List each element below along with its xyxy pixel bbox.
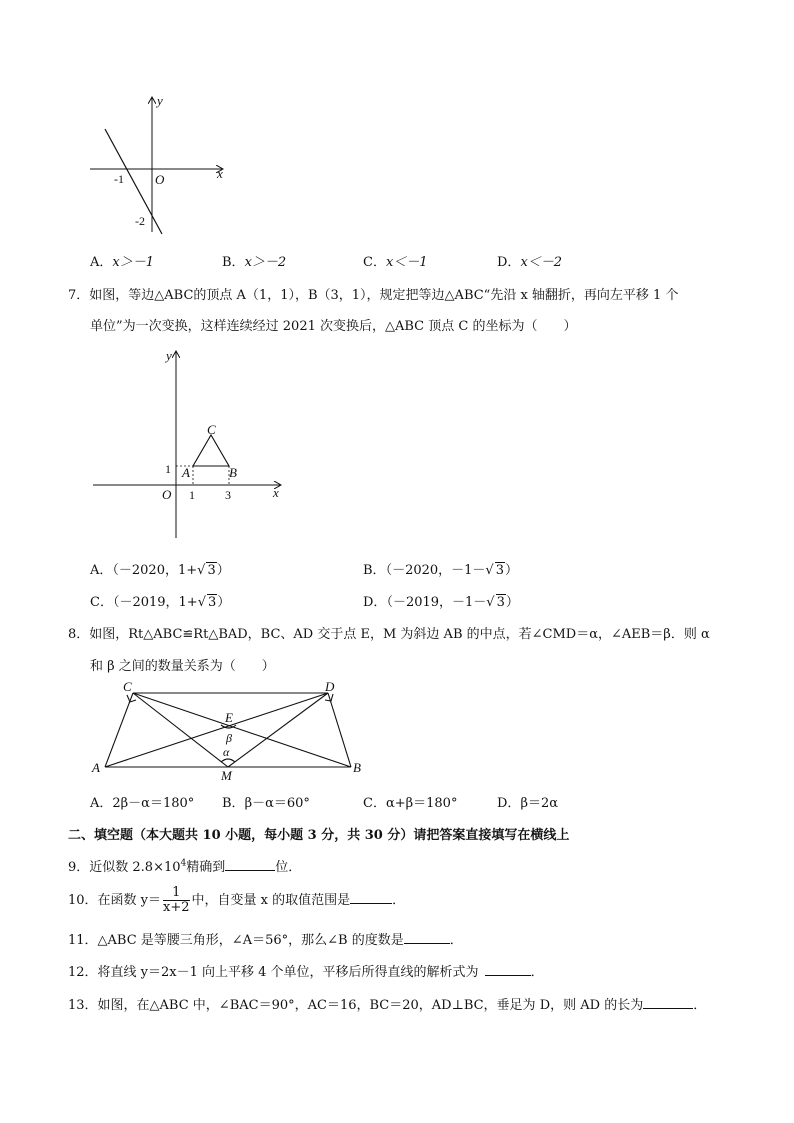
q8-stem-line2: 和 β 之间的数量关系为（ ） xyxy=(90,659,275,674)
q7-figure xyxy=(90,346,290,542)
q7-option-b[interactable]: B．（－2020，－1－√ 3） xyxy=(363,563,519,578)
q8-option-a[interactable]: A．2β－α＝180° xyxy=(90,796,195,811)
y-axis-label: y xyxy=(157,93,163,108)
q6-option-c[interactable]: C．x＜－1 xyxy=(363,255,428,270)
q7-option-a[interactable]: A．（－2020，1+√ 3） xyxy=(90,563,230,578)
x-intercept-label: -1 xyxy=(114,172,124,186)
q13: 13．如图，在△ABC 中，∠BAC＝90°，AC＝16，BC＝20，AD⊥BC，垂足为 D，则 AD 的长为 ． xyxy=(68,998,707,1013)
q8-figure xyxy=(88,676,373,786)
tick-1: 1 xyxy=(189,488,195,502)
point-e-label: E xyxy=(225,710,233,725)
origin-label: O xyxy=(162,487,172,502)
q8-option-b[interactable]: B．β－α＝60° xyxy=(222,796,310,811)
tick-3: 3 xyxy=(225,488,231,502)
q8-option-c[interactable]: C．α+β＝180° xyxy=(363,796,458,811)
q11-answer-blank[interactable] xyxy=(404,932,450,944)
q13-answer-blank[interactable] xyxy=(643,997,693,1009)
point-b-label: B xyxy=(353,760,361,775)
q6-option-a[interactable]: A．x＞－1 xyxy=(90,255,154,270)
q6-figure xyxy=(85,92,235,240)
q7-stem-line1: 7．如图，等边△ABC的顶点 A（1，1），B（3，1），规定把等边△ABC“先沿 x 轴翻折，再向左平移 1 个 xyxy=(68,288,679,303)
y-intercept-label: -2 xyxy=(135,214,145,228)
y-axis-label: y xyxy=(166,348,172,363)
q7-stem-line2: 单位”为一次变换，这样连续经过 2021 次变换后，△ABC 顶点 C 的坐标为（ ） xyxy=(90,319,577,334)
point-c-label: C xyxy=(207,422,216,437)
q9: 9．近似数 $2.8\times 10^4$精确到 位． xyxy=(68,858,302,875)
q12: 12．将直线 y＝2x－1 向上平移 4 个单位，平移后所得直线的解析式为 ． xyxy=(68,965,544,980)
point-m-label: M xyxy=(221,768,232,783)
origin-label: O xyxy=(155,172,165,187)
q9-answer-blank[interactable] xyxy=(225,859,275,871)
beta-label: β xyxy=(226,731,232,745)
alpha-label: α xyxy=(223,745,230,759)
q6-option-d[interactable]: D．x＜－2 xyxy=(497,255,563,270)
q7-option-c[interactable]: C．（－2019，1+√ 3） xyxy=(90,595,231,610)
point-b-label: B xyxy=(229,465,237,480)
triangle-abc xyxy=(193,435,229,466)
section-2-heading: 二、填空题（本大题共 10 小题，每小题 3 分，共 30 分）请把答案直接填写在横线上 xyxy=(68,828,570,843)
q10: 10．在函数 y＝ $\frac{1}{x+2}$ 中，自变量 x 的取值范围是 ． xyxy=(68,885,406,915)
q10-answer-blank[interactable] xyxy=(350,892,392,904)
point-a-label: A xyxy=(92,760,100,775)
point-d-label: D xyxy=(325,679,335,694)
q8-stem-line1: 8．如图，Rt△ABC≌Rt△BAD，BC、AD 交于点 E，M 为斜边 AB 的中点，若∠CMD＝α，∠AEB＝β．则 α xyxy=(68,627,710,642)
q8-option-d[interactable]: D．β＝2α xyxy=(497,796,559,811)
q11: 11．△ABC 是等腰三角形，∠A＝56°，那么∠B 的度数是 ． xyxy=(68,933,463,948)
point-c-label: C xyxy=(123,679,132,694)
q12-answer-blank[interactable] xyxy=(485,964,531,976)
y-tick-1: 1 xyxy=(165,462,171,476)
q7-option-d[interactable]: D．（－2019，－1－√ 3） xyxy=(363,595,519,610)
x-axis-label: x xyxy=(273,485,279,500)
x-axis-label: x xyxy=(217,166,223,181)
q6-option-b[interactable]: B．x＞－2 xyxy=(222,255,287,270)
point-a-label: A xyxy=(182,465,190,480)
